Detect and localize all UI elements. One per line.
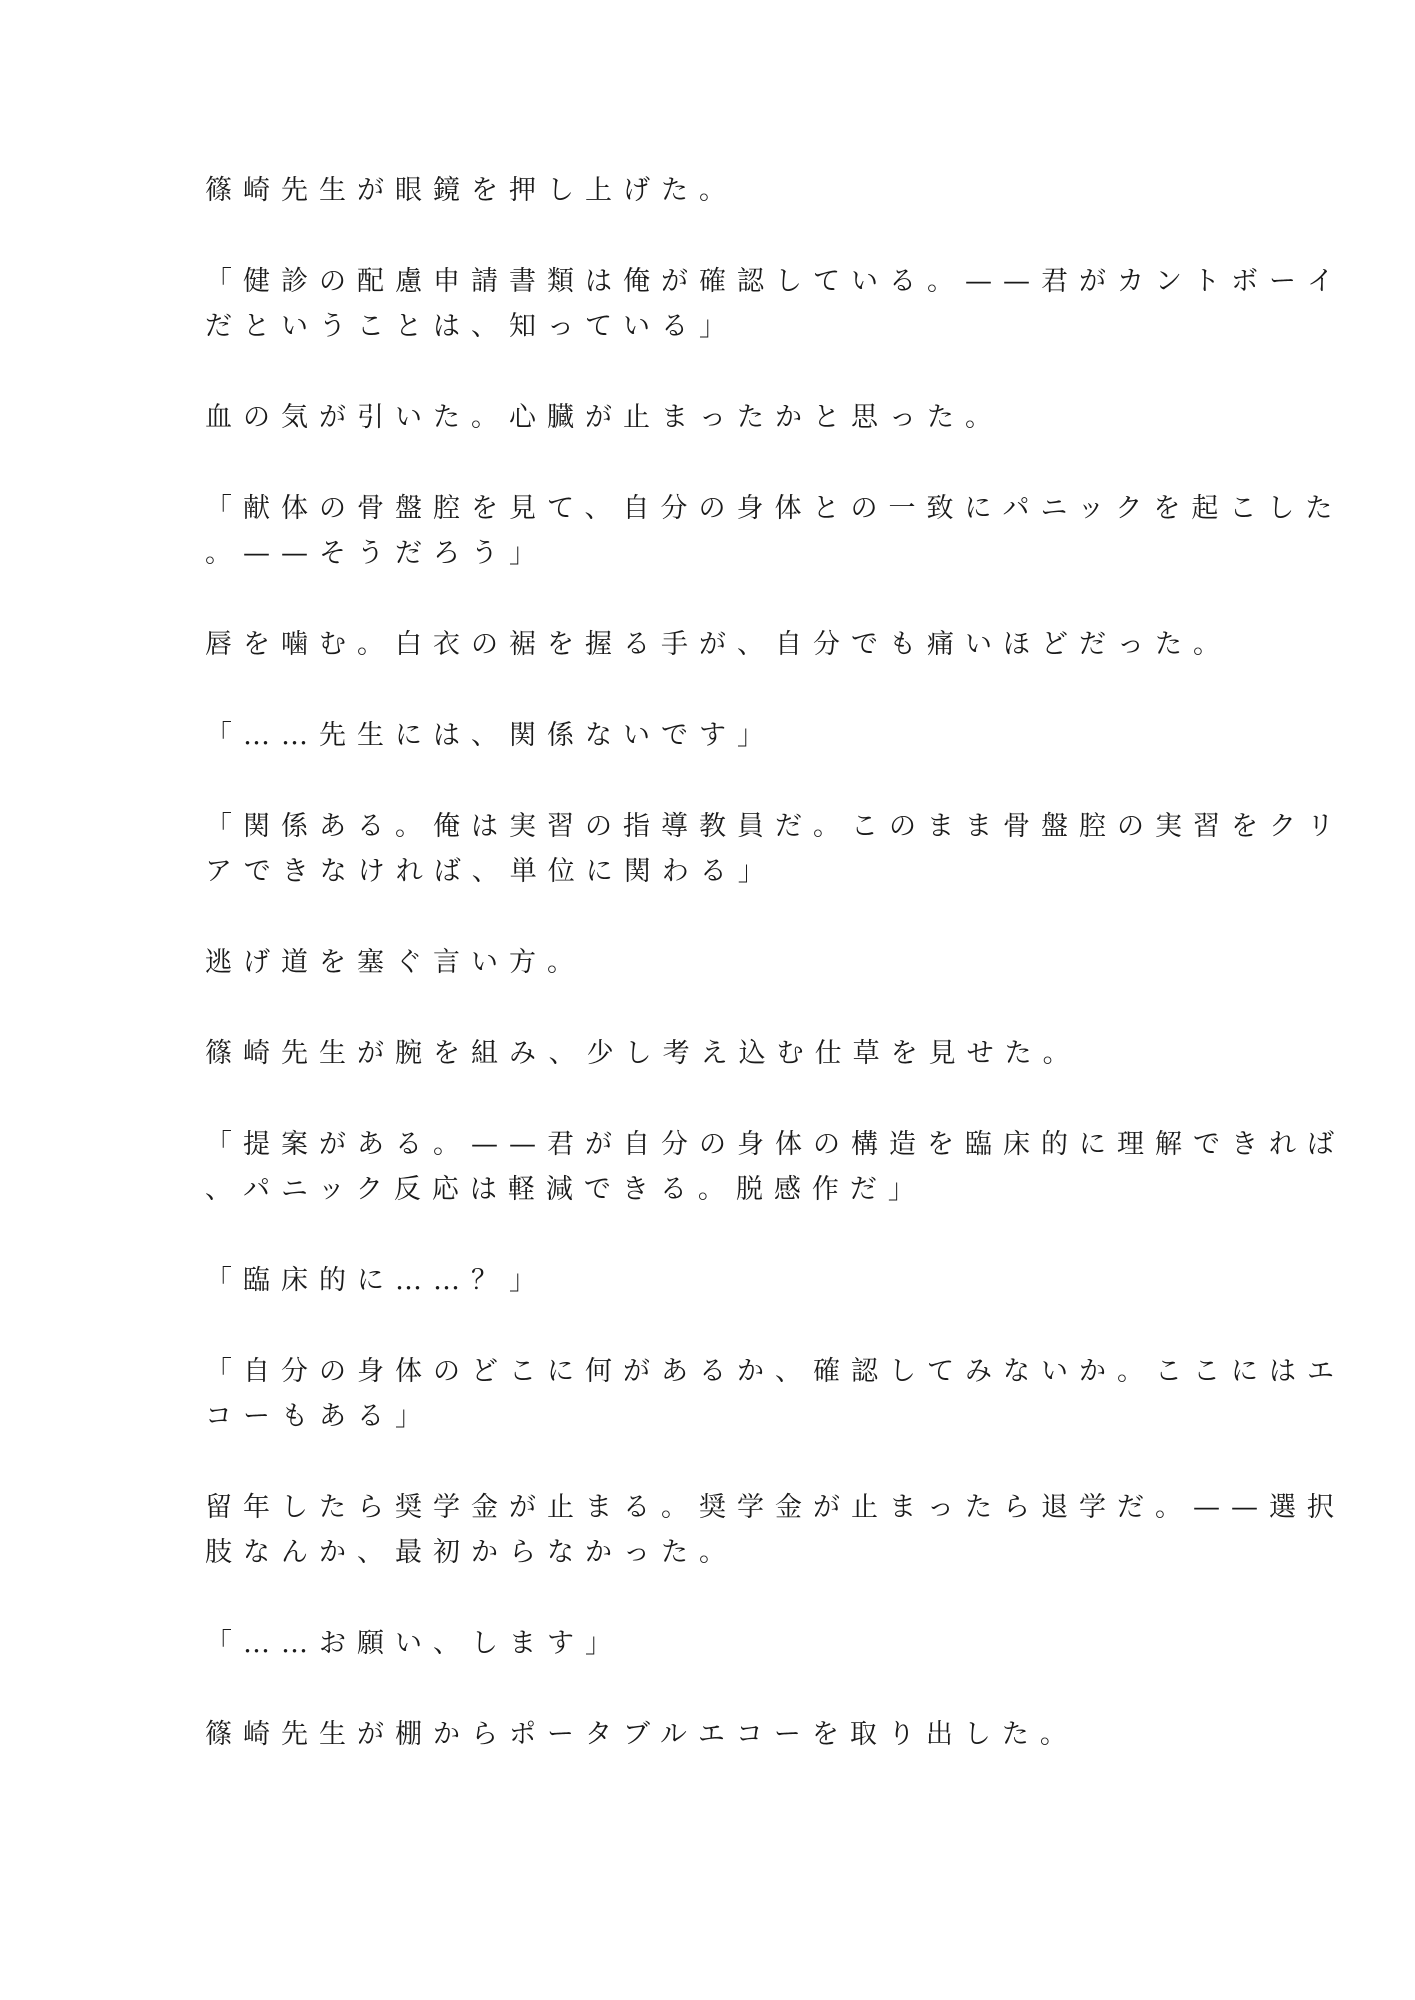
text-line: 篠崎先生が眼鏡を押し上げた。 [205, 175, 737, 206]
text-line: 「献体の骨盤腔を見て、自分の身体との一致にパニックを起こした [205, 493, 1344, 524]
paragraph [205, 622, 1231, 667]
text-line: 「健診の配慮申請書類は俺が確認している。——君がカントボーイ [205, 266, 1345, 297]
text-line: アできなければ、単位に関わる」 [205, 856, 776, 887]
text-line: 「……お願い、します」 [205, 1628, 623, 1659]
text-line: 「関係ある。俺は実習の指導教員だ。このまま骨盤腔の実習をクリ [205, 811, 1345, 842]
text-line: 「臨床的に……？」 [205, 1265, 547, 1296]
text-line: 、パニック反応は軽減できる。脱感作だ」 [205, 1174, 926, 1205]
paragraph [205, 1485, 1345, 1575]
text-line: 留年したら奨学金が止まる。奨学金が止まったら退学だ。——選択 [205, 1492, 1345, 1523]
paragraph [205, 1621, 1210, 1666]
paragraph [205, 168, 1210, 213]
text-line: 「自分の身体のどこに何があるか、確認してみないか。ここにはエ [205, 1356, 1345, 1387]
text-line: 篠崎先生が腕を組み、少し考え込む仕草を見せた。 [205, 1038, 1081, 1069]
text-line: 「……先生には、関係ないです」 [205, 720, 775, 751]
paragraph [205, 940, 1210, 985]
text-line: 肢なんか、最初からなかった。 [205, 1537, 737, 1568]
paragraph [205, 1712, 1210, 1757]
text-line: 篠崎先生が棚からポータブルエコーを取り出した。 [205, 1719, 1078, 1750]
text-line: 唇を噛む。白衣の裾を握る手が、自分でも痛いほどだった。 [205, 629, 1231, 660]
text-line: 「提案がある。——君が自分の身体の構造を臨床的に理解できれば [205, 1129, 1345, 1160]
paragraph [205, 1258, 1210, 1303]
paragraph [205, 395, 1210, 440]
text-line: コーもある」 [205, 1401, 433, 1432]
body-text [205, 168, 1345, 1803]
text-line: 逃げ道を塞ぐ言い方。 [205, 947, 585, 978]
paragraph [205, 1122, 1345, 1212]
paragraph [205, 259, 1345, 349]
text-line: だということは、知っている」 [205, 311, 737, 342]
paragraph [205, 486, 1344, 576]
paragraph [205, 713, 1210, 758]
text-line: 血の気が引いた。心臓が止まったかと思った。 [205, 402, 1003, 433]
paragraph [205, 1031, 1210, 1076]
paragraph [205, 804, 1345, 894]
paragraph [205, 1349, 1345, 1439]
text-line: 。——そうだろう」 [205, 538, 547, 569]
